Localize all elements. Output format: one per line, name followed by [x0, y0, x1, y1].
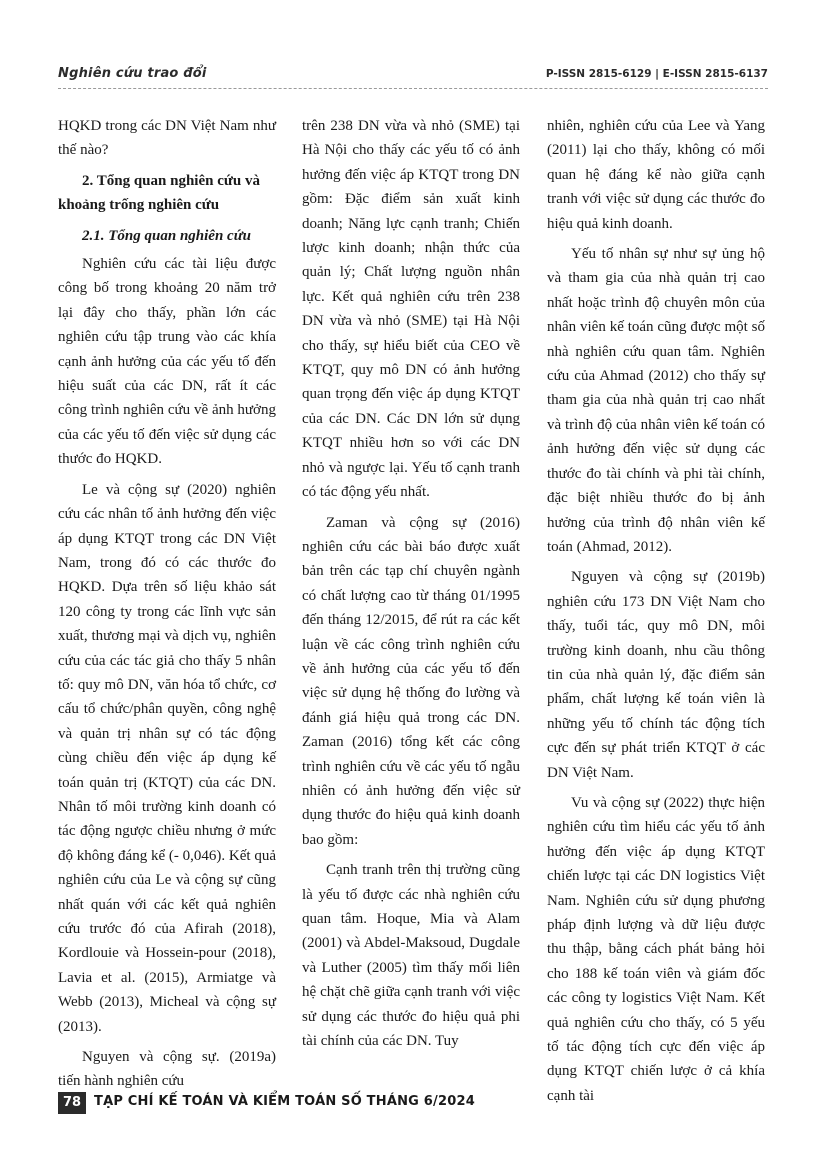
paragraph: trên 238 DN vừa và nhỏ (SME) tại Hà Nội cho thấy các yếu tố có ảnh hưởng đến việc áp KTQT trong DN gồm: Đặc điểm sản xuất kinh doanh; Năng lực cạnh tranh; Chiến lược kinh doanh; nhận thức của quản lý; Chất lượng nguồn nhân lực. Kết quả nghiên cứu trên 238 DN vừa và nhỏ (SME) tại Hà Nội cho thấy, sự hiểu biết của CEO về KTQT, quy mô DN có ảnh hưởng quan trọng đến việc áp dụng KTQT của các DN. Các DN lớn sử dụng KTQT nhiều hơn so với các DN nhỏ và ngược lại. Yếu tố cạnh tranh có tác động yếu nhất. [302, 118, 520, 501]
page-number: 78 [58, 1092, 86, 1114]
page-footer [58, 1092, 768, 1114]
paragraph: Nguyen và cộng sự. (2019a) tiến hành nghiên cứu [58, 1049, 276, 1090]
paragraph: Zaman và cộng sự (2016) nghiên cứu các bài báo được xuất bản trên các tạp chí chuyên ngành có chất lượng cao từ tháng 01/1995 đến tháng 12/2015, để rút ra các kết luận về các công trình nghiên cứu về ảnh hưởng của các yếu tố đến việc sử dụng hệ thống đo lường và đánh giá hiệu quả trong các DN. Zaman (2016) tổng kết các công trình nghiên cứu về các yếu tố ngẫu nhiên có ảnh hưởng đến việc sử dụng thước đo hiệu quả kinh doanh bao gồm: [302, 514, 520, 848]
page-header [58, 60, 768, 94]
header-divider [58, 88, 768, 89]
text-column-3 [547, 114, 765, 1114]
text-column-2 [302, 114, 520, 1059]
issn-label: P-ISSN 2815-6129 | E-ISSN 2815-6137 [545, 68, 768, 80]
section-title: Nghiên cứu trao đổi [58, 66, 207, 81]
paragraph: Yếu tố nhân sự như sự ủng hộ và tham gia của nhà quản trị cao nhất hoặc trình độ chuyên môn của nhân viên kế toán cũng được một số nhà nghiên cứu quan tâm. Nghiên cứu của Ahmad (2012) cho thấy sự tham gia của nhà quản trị cao nhất và trình độ của nhân viên kế toán có ảnh hưởng đến việc sử dụng các thước đo tài chính và phi tài chính, đặc biệt nhiều thước đo bị ảnh hưởng của trình độ nhân viên kế toán (Ahmad, 2012). [547, 246, 765, 555]
paragraph: Cạnh tranh trên thị trường cũng là yếu tố được các nhà nghiên cứu quan tâm. Hoque, Mia và Alam (2001) và Abdel-Maksoud, Dugdale và Luther (2005) tìm thấy mối liên hệ chặt chẽ giữa cạnh tranh với việc sử dụng các thước đo hiệu quả phi tài chính của các DN. Tuy [302, 862, 520, 1050]
paragraph: HQKD trong các DN Việt Nam như thế nào? [58, 118, 276, 159]
paragraph: nhiên, nghiên cứu của Lee và Yang (2011) lại cho thấy, không có mối quan hệ đáng kể nào giữa cạnh tranh với việc sử dụng các thước đo hiệu quả kinh doanh. [547, 118, 765, 232]
paragraph: Vu và cộng sự (2022) thực hiện nghiên cứu tìm hiểu các yếu tố ảnh hưởng đến việc áp dụng KTQT chiến lược tại các DN logistics Việt Nam. Nghiên cứu sử dụng phương pháp định lượng và dữ liệu được thu thập, bằng cách phát bảng hỏi cho 188 kế toán viên và giám đốc các công ty logistics Việt Nam. Kết quả nghiên cứu cho thấy, có 5 yếu tố tác động tích cực đến việc áp dụng KTQT chiến lược ở cả khía cạnh tài [547, 794, 765, 1104]
paragraph: Nguyen và cộng sự (2019b) nghiên cứu 173 DN Việt Nam cho thấy, tuổi tác, quy mô DN, môi trường kinh doanh, nhu cầu thông tin của nhà quản lý, đặc điểm sản phẩm, chất lượng kế toán viên là những yếu tố chính tác động tích cực đến sự phát triển KTQT ở các DN Việt Nam. [547, 569, 765, 781]
text-column-1 [58, 114, 276, 1100]
paragraph: Nghiên cứu các tài liệu được công bố trong khoảng 20 năm trở lại đây cho thấy, phần lớn các nghiên cứu tập trung vào các khía cạnh ảnh hưởng của các yếu tố đến hiệu suất của các DN, rất ít các công trình nghiên cứu về ảnh hưởng của các yếu tố đến việc sử dụng các thước đo HQKD. [58, 256, 276, 468]
subsection-heading: 2.1. Tổng quan nghiên cứu [82, 227, 252, 244]
journal-title: TẠP CHÍ KẾ TOÁN VÀ KIỂM TOÁN SỐ THÁNG 6/2024 [94, 1094, 475, 1109]
section-heading: 2. Tổng quan nghiên cứu và khoảng trống nghiên cứu [58, 172, 260, 214]
paragraph: Le và cộng sự (2020) nghiên cứu các nhân tố ảnh hưởng đến việc áp dụng KTQT trong các DN Việt Nam, trong đó có các thước đo HQKD. Dựa trên số liệu khảo sát 120 công ty trong các lĩnh vực sản xuất, thương mại và dịch vụ, nghiên cứu của các tác giả cho thấy 5 nhân tố: quy mô DN, văn hóa tổ chức, cơ cấu tổ chức/phân quyền, công nghệ và quản trị nhân sự có tác động cùng chiều đến việc áp dụng kế toán quản trị (KTQT) của các DN. Nhân tố môi trường kinh doanh có tác động ngược chiều nhưng ở mức độ không đáng kể (- 0,046). Kết quả nghiên cứu của Le và cộng sự cũng nhất quán với các kết quả nghiên cứu trước đó của Afirah (2018), Kordlouie và Hossein-pour (2018), Lavia et al. (2015), Armiatge và Webb (2013), Micheal và cộng sự (2013). [58, 481, 276, 1035]
